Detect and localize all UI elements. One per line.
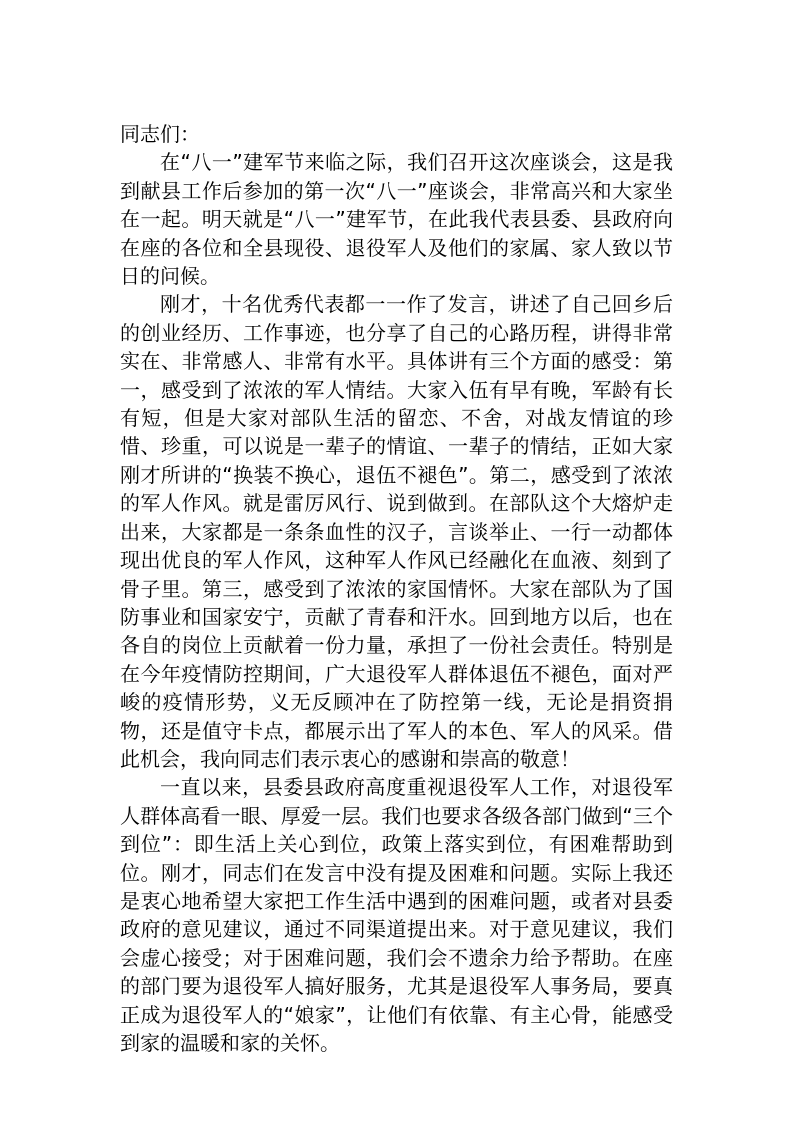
speech-body <box>120 120 673 1057</box>
paragraph-feelings: 刚才，十名优秀代表都一一作了发言，讲述了自己回乡后的创业经历、工作事迹，也分享了自己的心路历程，讲得非常实在、非常感人、非常有水平。具体讲有三个方面的感受：第一，感受到了浓浓的军人情结。大家入伍有早有晚，军龄有长有短，但是大家对部队生活的留恋、不舍，对战友情谊的珍惜、珍重，可以说是一辈子的情谊、一辈子的情结，正如大家刚才所讲的“换装不换心，退伍不褪色”。第二，感受到了浓浓的军人作风。就是雷厉风行、说到做到。在部队这个大熔炉走出来，大家都是一条条血性的汉子，言谈举止、一行一动都体现出优良的军人作风，这种军人作风已经融化在血液、刻到了骨子里。第三，感受到了浓浓的家国情怀。大家在部队为了国防事业和国家安宁，贡献了青春和汗水。回到地方以后，也在各自的岗位上贡献着一份力量，承担了一份社会责任。特别是在今年疫情防控期间，广大退役军人群体退伍不褪色，面对严峻的疫情形势，义无反顾冲在了防控第一线，无论是捐资捐物，还是值守卡点，都展示出了军人的本色、军人的风采。借此机会，我向同志们表示衷心的感谢和崇高的敬意！ <box>120 292 673 771</box>
salutation: 同志们： <box>120 122 200 146</box>
paragraph-opening: 在“八一”建军节来临之际，我们召开这次座谈会，这是我到献县工作后参加的第一次“八一”座谈会，非常高兴和大家坐在一起。明天就是“八一”建军节，在此我代表县委、县政府向在座的各位和全县现役、退役军人及他们的家属、家人致以节日的问候。 <box>120 150 673 289</box>
paragraph-commitment: 一直以来，县委县政府高度重视退役军人工作，对退役军人群体高看一眼、厚爱一层。我们也要求各级各部门做到“三个到位”：即生活上关心到位，政策上落实到位，有困难帮助到位。刚才，同志们在发言中没有提及困难和问题。实际上我还是衷心地希望大家把工作生活中遇到的困难问题，或者对县委政府的意见建议，通过不同渠道提出来。对于意见建议，我们会虚心接受；对于困难问题，我们会不遗余力给予帮助。在座的部门要为退役军人搞好服务，尤其是退役军人事务局，要真正成为退役军人的“娘家”，让他们有依靠、有主心骨，能感受到家的温暖和家的关怀。 <box>120 775 673 1055</box>
